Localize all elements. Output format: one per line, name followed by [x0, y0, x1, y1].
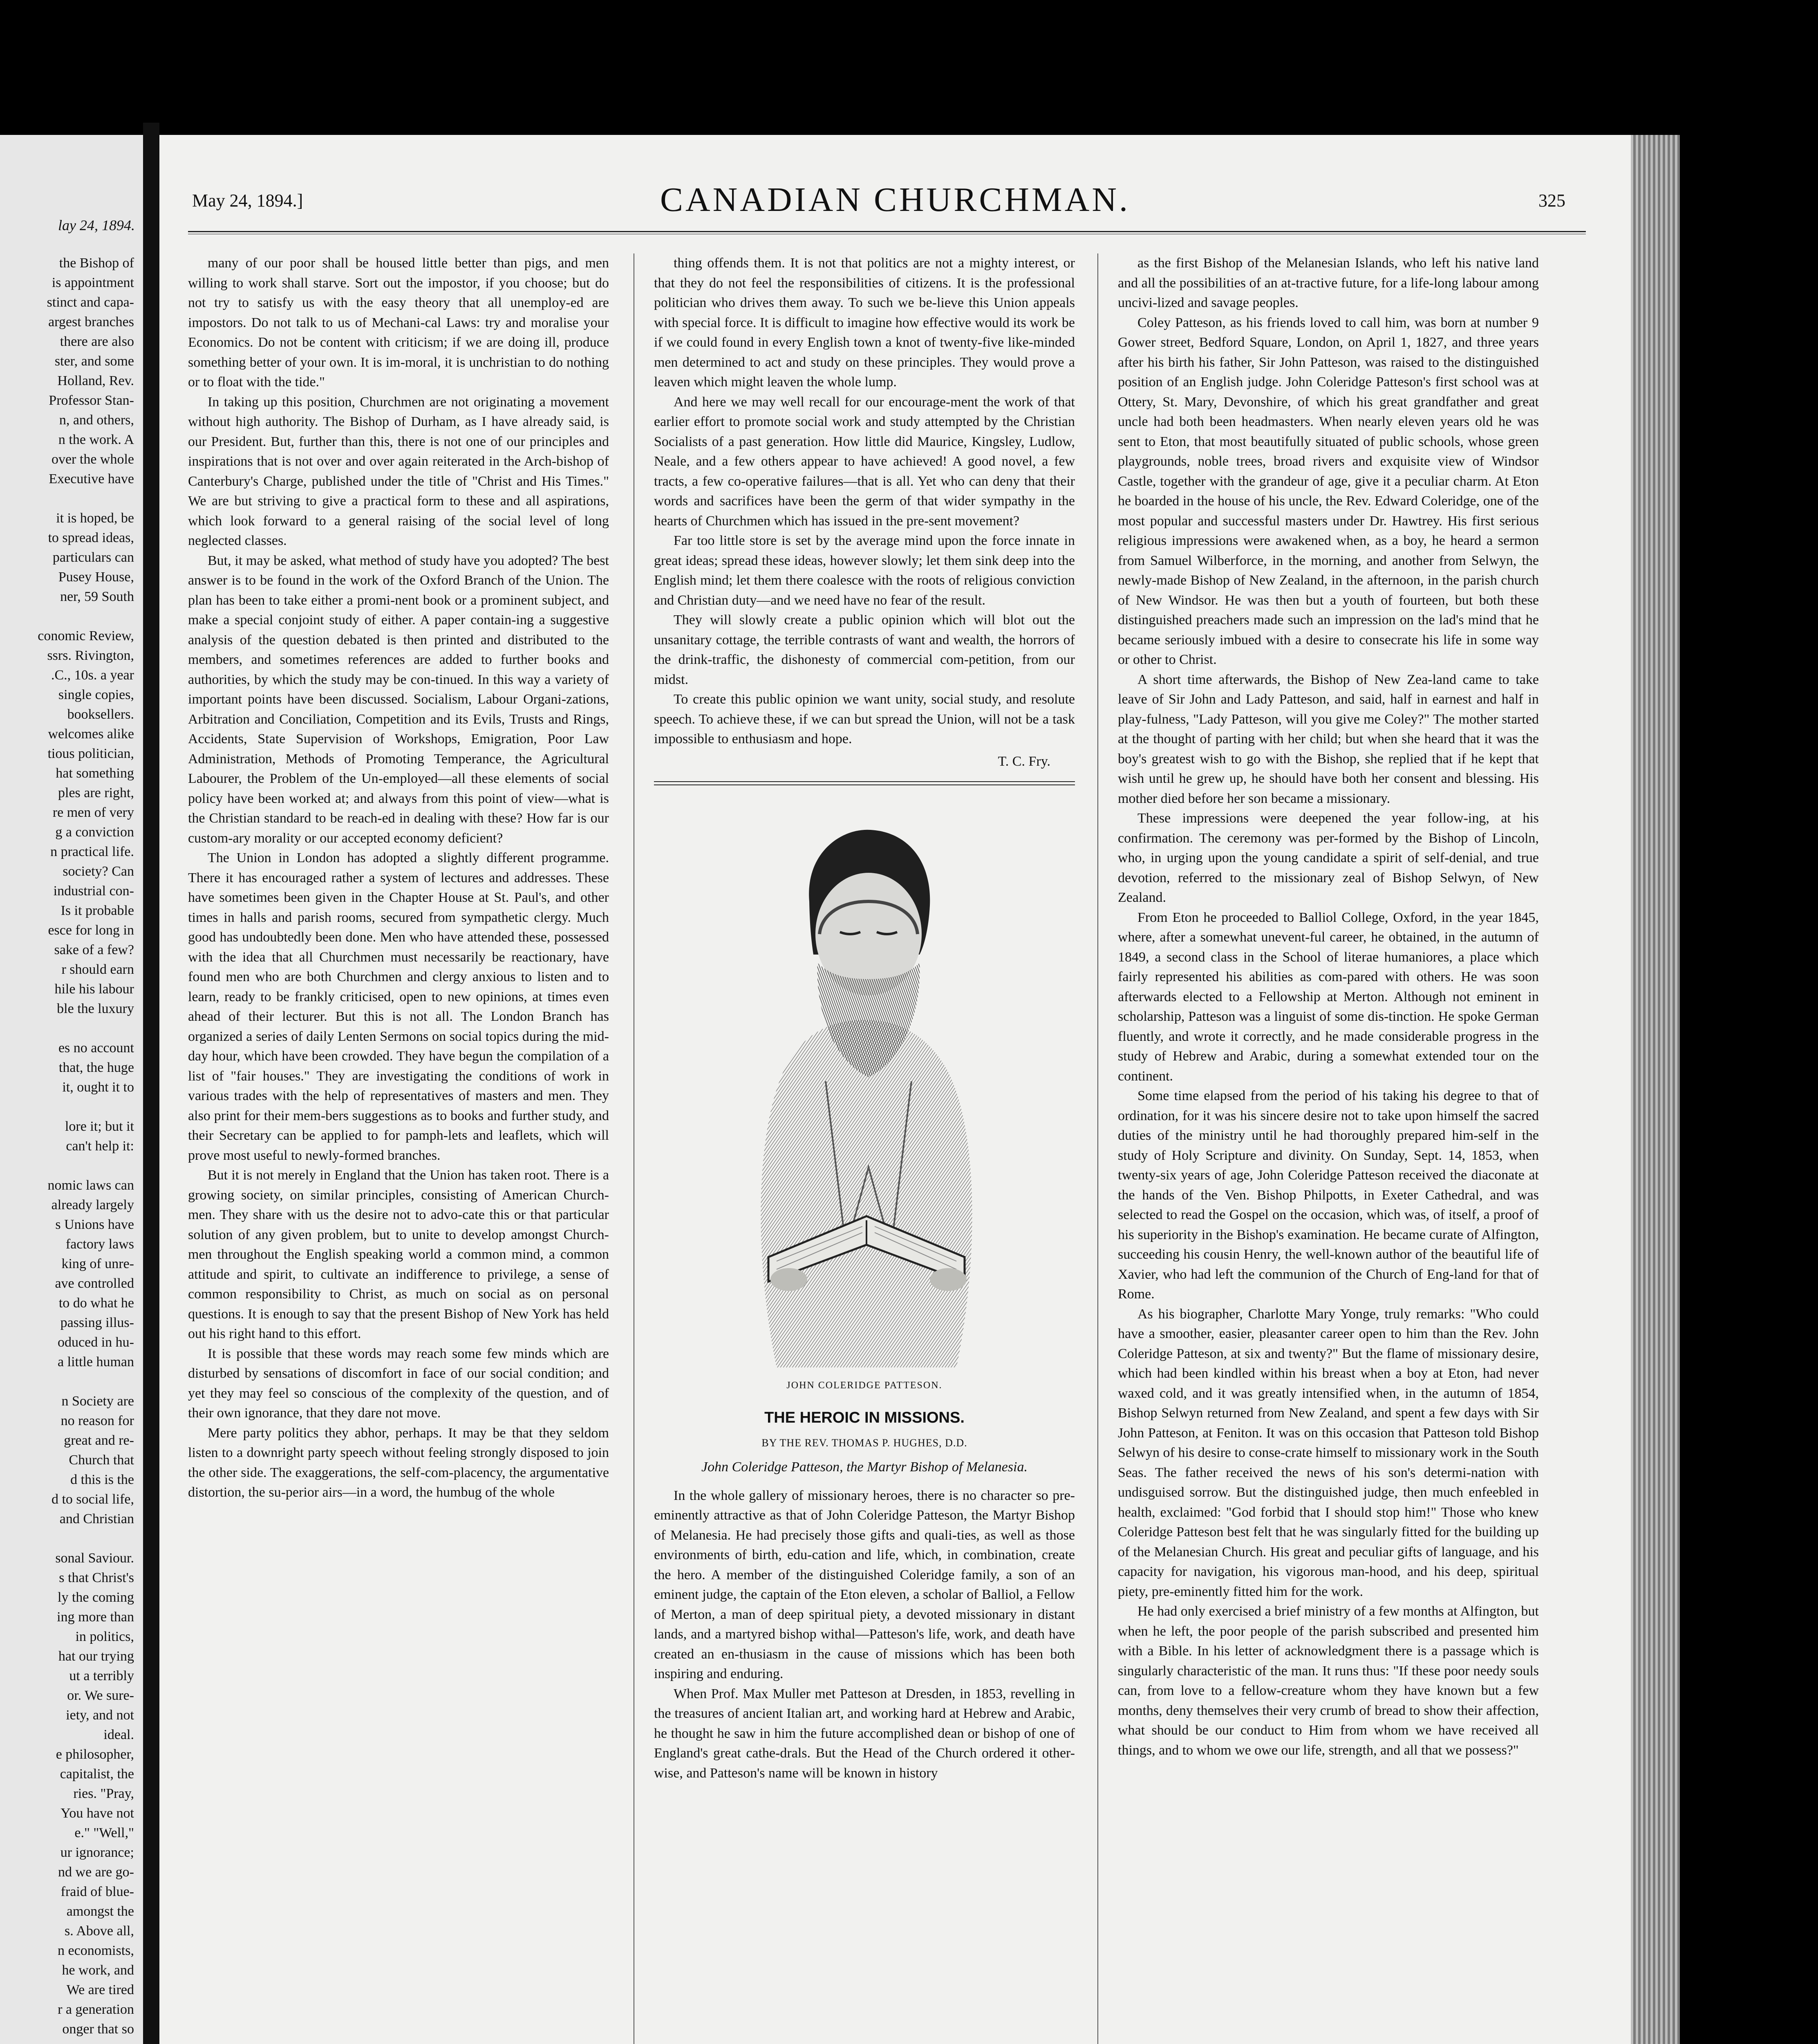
facing-page-line: hat something: [56, 766, 134, 781]
book-page-edges: [1631, 135, 1680, 2044]
section-rule: [654, 781, 1075, 785]
facing-page-line: particulars can: [52, 550, 134, 565]
facing-page-line: n the work. A: [58, 432, 134, 447]
facing-page-line: [3, 607, 134, 626]
facing-page-line: Is it probable: [60, 903, 134, 918]
facing-page-line: hile his labour: [54, 982, 134, 997]
facing-page-line: r should earn: [61, 962, 134, 977]
facing-page-line: can't help it:: [66, 1139, 134, 1154]
facing-page-line: nd we are go-: [58, 1865, 134, 1880]
article-byline: BY THE REV. THOMAS P. HUGHES, D.D.: [761, 1437, 967, 1449]
facing-page-line: [3, 489, 134, 509]
paragraph: But it is not merely in England that the Union has taken root. There is a growing society, on similar principles, consisting of American Church-men. They share with us the desire not to advo-cate this or that particular solution of any given problem, but to unite to develop amongst Church-men throughout the English speaking world a common mind, a common attitude and spirit, to cultivate an indifference to privilege, a sense of common responsibility to Christ, as much on social as on personal questions. It is enough to say that the present Bishop of New York has held out his right hand to this effort.: [188, 1168, 609, 1341]
facing-page-line: s Unions have: [55, 1217, 134, 1232]
paragraph: As his biographer, Charlotte Mary Yonge, truly remarks: "Who could have a smoother, easier, pleasanter career open to him than the Rev. John Coleridge Patteson, at six and twenty?" But the flame of missionary desire, which had been kindled within his breast when a boy at Eton, had never waxed cold, and it was greatly intensified when, in the autumn of 1854, Bishop Selwyn returned from New Zealand, and spent a few days with Sir John Patteson, at Feniton. It was on this occasion that Patteson told Bishop Selwyn of his desire to conse-crate himself to missionary work in the South Seas. The father received the news of his son's determi-nation with undisguised sorrow. But the distinguished judge, then much enfeebled in health, exclaimed: "God forbid that I should stop him!" Those who knew Coleridge Patteson best felt that he was singularly fitted for the building up of the Melanesian Church. His great and peculiar gifts of language, and his capacity for navigation, his vigorous man-hood, and his deep, spiritual piety, pre-eminently fitted him for the work.: [1118, 1306, 1539, 1599]
column-3: [1118, 253, 1539, 1760]
facing-page-line: ner, 59 South: [60, 589, 134, 604]
facing-page-line: sonal Saviour.: [55, 1551, 134, 1566]
facing-page-line: Holland, Rev.: [57, 373, 134, 388]
facing-page-line: [3, 1372, 134, 1392]
facing-page-line: n, and others,: [59, 412, 134, 428]
paragraph: When Prof. Max Muller met Patteson at Dresden, in 1853, revelling in the treasures of ancient Italian art, and working hard at Hebrew and Arabic, he thought he saw in him the future accomplished dean or bishop of one of England's great cathe-drals. But the Head of the Church ordered it other-wise, and Patteson's name will be known in history: [654, 1686, 1075, 1781]
facing-page-line: it, ought it to: [62, 1080, 134, 1095]
paragraph: A short time afterwards, the Bishop of New Zea-land came to take leave of Sir John and Lady Patteson, and said, half in earnest and half in play-fulness, "Lady Patteson, will you give me Coley?" The mother started at the thought of parting with her child; but when she heard that it was the boy's greatest wish to go with the Bishop, she replied that if he kept that wish until he grew up, he should have both her consent and blessing. His mother died before her son became a missionary.: [1118, 672, 1539, 806]
facing-page-line: is appointment: [51, 275, 134, 290]
column-1: [188, 253, 609, 1503]
facing-page-line: it is hoped, be: [56, 511, 134, 526]
facing-page-line: d this is the: [70, 1472, 134, 1487]
facing-page-line: society? Can: [63, 864, 134, 879]
facing-page-line: ster, and some: [54, 354, 134, 369]
facing-page-line: over the whole: [51, 452, 134, 467]
facing-page-line: es no account: [58, 1040, 134, 1056]
facing-page-line: in politics,: [75, 1629, 134, 1644]
column-2: [654, 253, 1075, 1783]
facing-page-line: ing more than: [57, 1609, 134, 1625]
facing-page-line: Executive have: [49, 471, 134, 486]
facing-page-line: ideal.: [103, 1727, 134, 1742]
facing-page-line: capitalist, the: [60, 1766, 134, 1782]
paragraph: as the first Bishop of the Melanesian Islands, who left his native land and all the possibilities of an at-tractive future, for a life-long labour among uncivi-lized and savage peoples.: [1118, 256, 1539, 310]
facing-page-line: d to social life,: [51, 1492, 134, 1507]
paragraph: They will slowly create a public opinion which will blot out the unsanitary cottage, the terrible contrasts of want and wealth, the horrors of the drink-traffic, the dishonesty of commercial com-petition, from our midst.: [654, 612, 1075, 687]
facing-page-line: that, the huge: [58, 1060, 134, 1075]
facing-page-line: conomic Review,: [38, 628, 134, 643]
facing-page-line: argest branches: [48, 314, 134, 329]
paragraph: Mere party politics they abhor, perhaps. It may be that they seldom listen to a downright party speech without feeling strongly disposed to join the other side. The exaggerations, the self-com-placency, the argumentative distortion, the su-perior airs—in a word, the humbug of the whole: [188, 1425, 609, 1500]
facing-page-line: and Christian: [59, 1511, 134, 1526]
facing-page-line: onger that so: [62, 2022, 134, 2037]
facing-page-line: king of unre-: [61, 1256, 134, 1271]
facing-page-line: n economists,: [58, 1943, 134, 1958]
facing-page-line: ssrs. Rivington,: [47, 648, 134, 663]
paragraph: It is possible that these words may reach some few minds which are disturbed by sensations of discomfort in face of our social condition; and yet they may feel so conscious of the complexity of the question, and of their own ignorance, that they dare not move.: [188, 1346, 609, 1421]
facing-page-line: industrial con-: [53, 883, 134, 899]
facing-page-line: factory laws: [65, 1237, 134, 1252]
facing-page-line: ries. "Pray,: [73, 1786, 134, 1801]
paragraph: But, it may be asked, what method of study have you adopted? The best answer is to be found in the work of the Oxford Branch of the Union. The plan has been to take either a promi-nent book or a prominent subject, and make a special conjoint study of either. A paper contain-ing a suggestive analysis of the question debated is then printed and distributed to the members, and sometimes references are added to further books and authorities, by which the study may be con-tinued. In this way a variety of important points have been discussed. Socialism, Labour Organi-zations, Arbitration and Conciliation, Competition and its Evils, Trusts and Rings, Accidents, State Supervision of Workshops, Emigration, Poor Law Administration, Methods of Promoting Temperance, the Agricultural Labourer, the Problem of the Un-employed—all these elements of social policy have been worked at; and always from this point of view—what is the Christian standard to be reach-ed in dealing with these? How far is our custom-ary morality or our accepted economy deficient?: [188, 553, 609, 846]
paragraph: Coley Patteson, as his friends loved to call him, was born at number 9 Gower street, Bedford Square, London, on April 1, 1827, and three years after his birth his father, Sir John Patteson, was raised to the distinguished position of an English judge. John Coleridge Patteson's first school was at Ottery, St. Mary, Devonshire, of which his great grandfather and great uncle had both been headmasters. When nearly eleven years old he was sent to Eton, that most beautifully situated of public schools, whose green playgrounds, noble trees, broad rivers and exquisite view of Windsor Castle, together with the grandeur of age, give it a peculiar charm. At Eton he boarded in the house of his uncle, the Rev. Edward Coleridge, one of the most popular and successful masters under Dr. Hawtrey. His first serious religious impressions were awakened when, as a boy, he heard a sermon from Samuel Wilberforce, in the morning, and another from Selwyn, the newly-made Bishop of New Zealand, in the afternoon, in the parish church of New Windsor. He was then but a youth of fourteen, but both these distinguished preachers made such an impression on the lad's mind that he became seriously imbued with a desire to consecrate his life in some way or other to Christ.: [1118, 315, 1539, 667]
facing-page-line: the Bishop of: [59, 256, 134, 271]
facing-page-line: re men of very: [52, 805, 134, 820]
facing-page-line: sake of a few?: [54, 942, 134, 957]
facing-page-line: or. We sure-: [67, 1688, 134, 1703]
paragraph: He had only exercised a brief ministry of a few months at Alfington, but when he left, the poor people of the parish subscribed and presented him with a Bible. In his letter of acknowledgment there is a passage which is singularly characteristic of the man. It runs thus: "If these poor needy souls can, from love to a fellow-creature whom they have known but a few months, deny themselves their very crumb of bread to show their affection, what should be our conduct to Him from whom we have received all things, and to whom we owe our life, strength, and all that we possess?": [1118, 1604, 1539, 1758]
facing-page-line: e philosopher,: [56, 1747, 134, 1762]
facing-page-line: there are also: [60, 334, 134, 349]
facing-page-line: Church that: [69, 1452, 134, 1468]
paragraph: And here we may well recall for our encourage-ment the work of that earlier effort to promote social work and study attempted by the Christian Socialists of a past generation. How little did Maurice, Kingsley, Ludlow, Neale, and a few others appear to have achieved! A good novel, a few tracts, a few co-operative failures—that is all. Yet who can deny that their words and sacrifices have been the germ of that wider sympathy in the hearts of Churchmen which has issued in the pre-sent movement?: [654, 394, 1075, 529]
facing-page-line: ut a terribly: [69, 1668, 134, 1683]
page-number: 325: [1538, 191, 1565, 211]
facing-page-line: We are tired: [66, 1982, 134, 1997]
facing-page-line: s. Above all,: [65, 1923, 134, 1939]
facing-page-line: no reason for: [60, 1413, 134, 1428]
paragraph: Some time elapsed from the period of his taking his degree to that of ordination, for it was his sincere desire not to take upon himself the sacred duties of the ministry until he had thoroughly prepared him-self in the study of Holy Scripture and divinity. On Sunday, Sept. 14, 1853, when twenty-six years of age, John Coleridge Patteson received the diaconate at the hands of the Ven. Bishop Philpotts, in Exeter Cathedral, and was selected to read the Gospel on the occasion, which was, of itself, a proof of his superiority in the Bishop's examination. He became curate of Alfington, succeeding his cousin Henry, the well-known author of the beautiful life of Xavier, who had left the communion of the Church of Eng-land for that of Rome.: [1118, 1088, 1539, 1302]
facing-page-line: tious politician,: [47, 746, 134, 761]
facing-page-line: welcomes alike: [48, 726, 134, 742]
facing-page-line: ave controlled: [55, 1276, 134, 1291]
facing-page-line: passing illus-: [60, 1315, 134, 1330]
facing-page-line: ur ignorance;: [60, 1845, 134, 1860]
facing-page-line: single copies,: [58, 687, 134, 702]
portrait-caption: JOHN COLERIDGE PATTESON.: [786, 1380, 943, 1391]
article-paragraphs: [654, 1486, 1075, 1784]
facing-page-line: ly the coming: [58, 1590, 134, 1605]
facing-page-line: a little human: [58, 1354, 134, 1369]
column-2-paragraphs: [654, 253, 1075, 749]
facing-page-line: to do what he: [58, 1295, 134, 1311]
facing-page-line: .C., 10s. a year: [51, 668, 134, 683]
paragraph: Far too little store is set by the average mind upon the force innate in great ideas; spread these ideas, however slowly; let them sink deep into the English mind; let them there coalesce with the roots of religious conviction and Christian duty—and we need have no fear of the result.: [654, 533, 1075, 608]
facing-page-line: booksellers.: [67, 707, 134, 722]
facing-page-line: iety, and not: [66, 1708, 134, 1723]
newspaper-page: [159, 135, 1631, 2044]
author-signature: T. C. Fry.: [998, 753, 1050, 769]
masthead: CANADIAN CHURCHMAN.: [660, 181, 1131, 219]
facing-page-line: e." "Well,": [74, 1825, 134, 1840]
facing-page-text: [3, 253, 134, 2039]
paragraph: To create this public opinion we want unity, social study, and resolute speech. To achieve these, if we can but spread the Union, will not be a task impossible to enthusiasm and hope.: [654, 692, 1075, 746]
facing-page-line: [3, 1156, 134, 1176]
column-divider: [1097, 253, 1098, 2044]
facing-page-line: stinct and capa-: [47, 295, 134, 310]
article-title: THE HEROIC IN MISSIONS.: [764, 1409, 965, 1426]
facing-page-line: You have not: [60, 1806, 134, 1821]
facing-page-line: g a conviction: [55, 825, 134, 840]
issue-date: May 24, 1894.]: [192, 191, 303, 211]
book-gutter: [143, 123, 159, 2044]
portrait-engraving: [654, 799, 1075, 1372]
facing-page-line: already largely: [51, 1197, 134, 1213]
facing-page-fragment: [0, 135, 143, 2044]
header-rule: [188, 231, 1586, 234]
facing-page-line: lore it; but it: [65, 1119, 134, 1134]
paragraph: In the whole gallery of missionary heroes, there is no character so pre-eminently attractive as that of John Coleridge Patteson, the Martyr Bishop of Melanesia. He had precisely those gifts and quali-ties, as well as those environments of birth, edu-cation and life, which, in combination, create the hero. A member of the distinguished Coleridge family, a son of an eminent judge, the captain of the Eton eleven, a scholar of Balliol, a Fellow of Merton, a man of deep spiritual piety, a devoted missionary in distant lands, and a martyred bishop withal—Patteson's life, work, and death have created an en-thusiasm in the cause of missions which has been both inspiring and enduring.: [654, 1488, 1075, 1681]
facing-page-line: ble the luxury: [57, 1001, 134, 1016]
facing-page-line: [3, 1529, 134, 1549]
facing-page-line: [3, 1019, 134, 1038]
paragraph: In taking up this position, Churchmen are not originating a movement without high authority. The Bishop of Durham, as I have already said, is our President. But, further than this, there is not one of our principles and inspirations that is not over and over again reiterated in the Arch-bishop of Canterbury's Charge, published under the title of "Christ and His Times." We are but striving to give a practical form to these and all aspirations, which look forward to a general raising of the social level of long neglected classes.: [188, 394, 609, 548]
facing-page-header: lay 24, 1894.: [58, 217, 135, 233]
facing-page-line: n practical life.: [50, 844, 134, 859]
paragraph: From Eton he proceeded to Balliol College, Oxford, in the year 1845, where, after a somewhat unevent-ful career, he obtained, in the autumn of 1849, a second class in the School of literae humaniores, a place which fairly represented his abilities as com-pared with others. He was soon afterwards elected to a Fellowship at Merton. Although not eminent in scholarship, Patteson was a linguist of some dis-tinction. He spoke German fluently, and wrote it correctly, and he made considerable progress in the study of Hebrew and Arabic, during a somewhat extended tour on the continent.: [1118, 910, 1539, 1084]
facing-page-line: r a generation: [58, 2002, 134, 2017]
page-header: [159, 135, 1631, 241]
facing-page-line: fraid of blue-: [60, 1884, 134, 1899]
facing-page-line: Pusey House,: [58, 569, 134, 585]
facing-page-line: hat our trying: [58, 1649, 134, 1664]
facing-page-line: ples are right,: [58, 785, 134, 800]
facing-page-line: Professor Stan-: [49, 393, 134, 408]
facing-page-line: to spread ideas,: [48, 530, 134, 545]
paragraph: These impressions were deepened the year follow-ing, at his confirmation. The ceremony was per-formed by the Bishop of Lincoln, who, in urging upon the young candidate a spirit of self-denial, and true devotion, referred to the missionary zeal of Bishop Selwyn, of New Zealand.: [1118, 811, 1539, 905]
facing-page-line: he work, and: [62, 1963, 134, 1978]
facing-page-line: amongst the: [66, 1904, 134, 1919]
paragraph: many of our poor shall be housed little better than pigs, and men willing to work shall starve. Sort out the impostor, if you choose; but do not try to satisfy us with the easy theory that all unemploy-ed are impostors. Do not talk to us of Mechani-cal Laws: try and moralise your Economics. Do not be content with criticism; if we are doing ill, produce something better of your own. It is im-moral, it is unchristian to do nothing or to float with the tide.": [188, 256, 609, 390]
facing-page-line: oduced in hu-: [58, 1335, 134, 1350]
facing-page-line: esce for long in: [48, 923, 134, 938]
facing-page-line: [3, 1097, 134, 1117]
paragraph: The Union in London has adopted a slightly different programme. There it has encouraged rather a system of lectures and addresses. These have sometimes been given in the Chapter House at St. Paul's, and other times in halls and parish rooms, secured from sympathetic clergy. Much good has undoubtedly been done. Men who have attended these, possessed with the idea that all Churchmen must necessarily be reactionary, have found men who are both Churchmen and clergy anxious to listen and to learn, ready to be frankly criticised, open to new opinions, at times even ahead of their lecturer. But this is not all. The London Branch has organized a series of daily Lenten Sermons on social topics during the mid-day hour, which have been crowded. They have begun the compilation of a list of "fair houses." They are investigating the conditions of work in various trades with the help of representatives of masters and men. They also print for their mem-bers suggestions as to books and further study, and their Secretary can be applied to for pamph-lets and leaflets, which will prove most useful to newly-formed branches.: [188, 850, 609, 1163]
article-subtitle: John Coleridge Patteson, the Martyr Bishop of Melanesia.: [701, 1459, 1028, 1475]
paragraph: thing offends them. It is not that politics are not a mighty interest, or that they do not feel the responsibilities of citizens. It is the professional politician who drives them away. To such we be-lieve this Union appeals with special force. It is difficult to imagine how effective would its work be if we could found in every English town a knot of twenty-five like-minded men determined to act and study on these principles. They would prove a leaven which might leaven the whole lump.: [654, 256, 1075, 390]
facing-page-line: great and re-: [64, 1433, 134, 1448]
facing-page-line: n Society are: [61, 1394, 134, 1409]
facing-page-line: nomic laws can: [47, 1178, 134, 1193]
facing-page-line: s that Christ's: [59, 1570, 134, 1585]
